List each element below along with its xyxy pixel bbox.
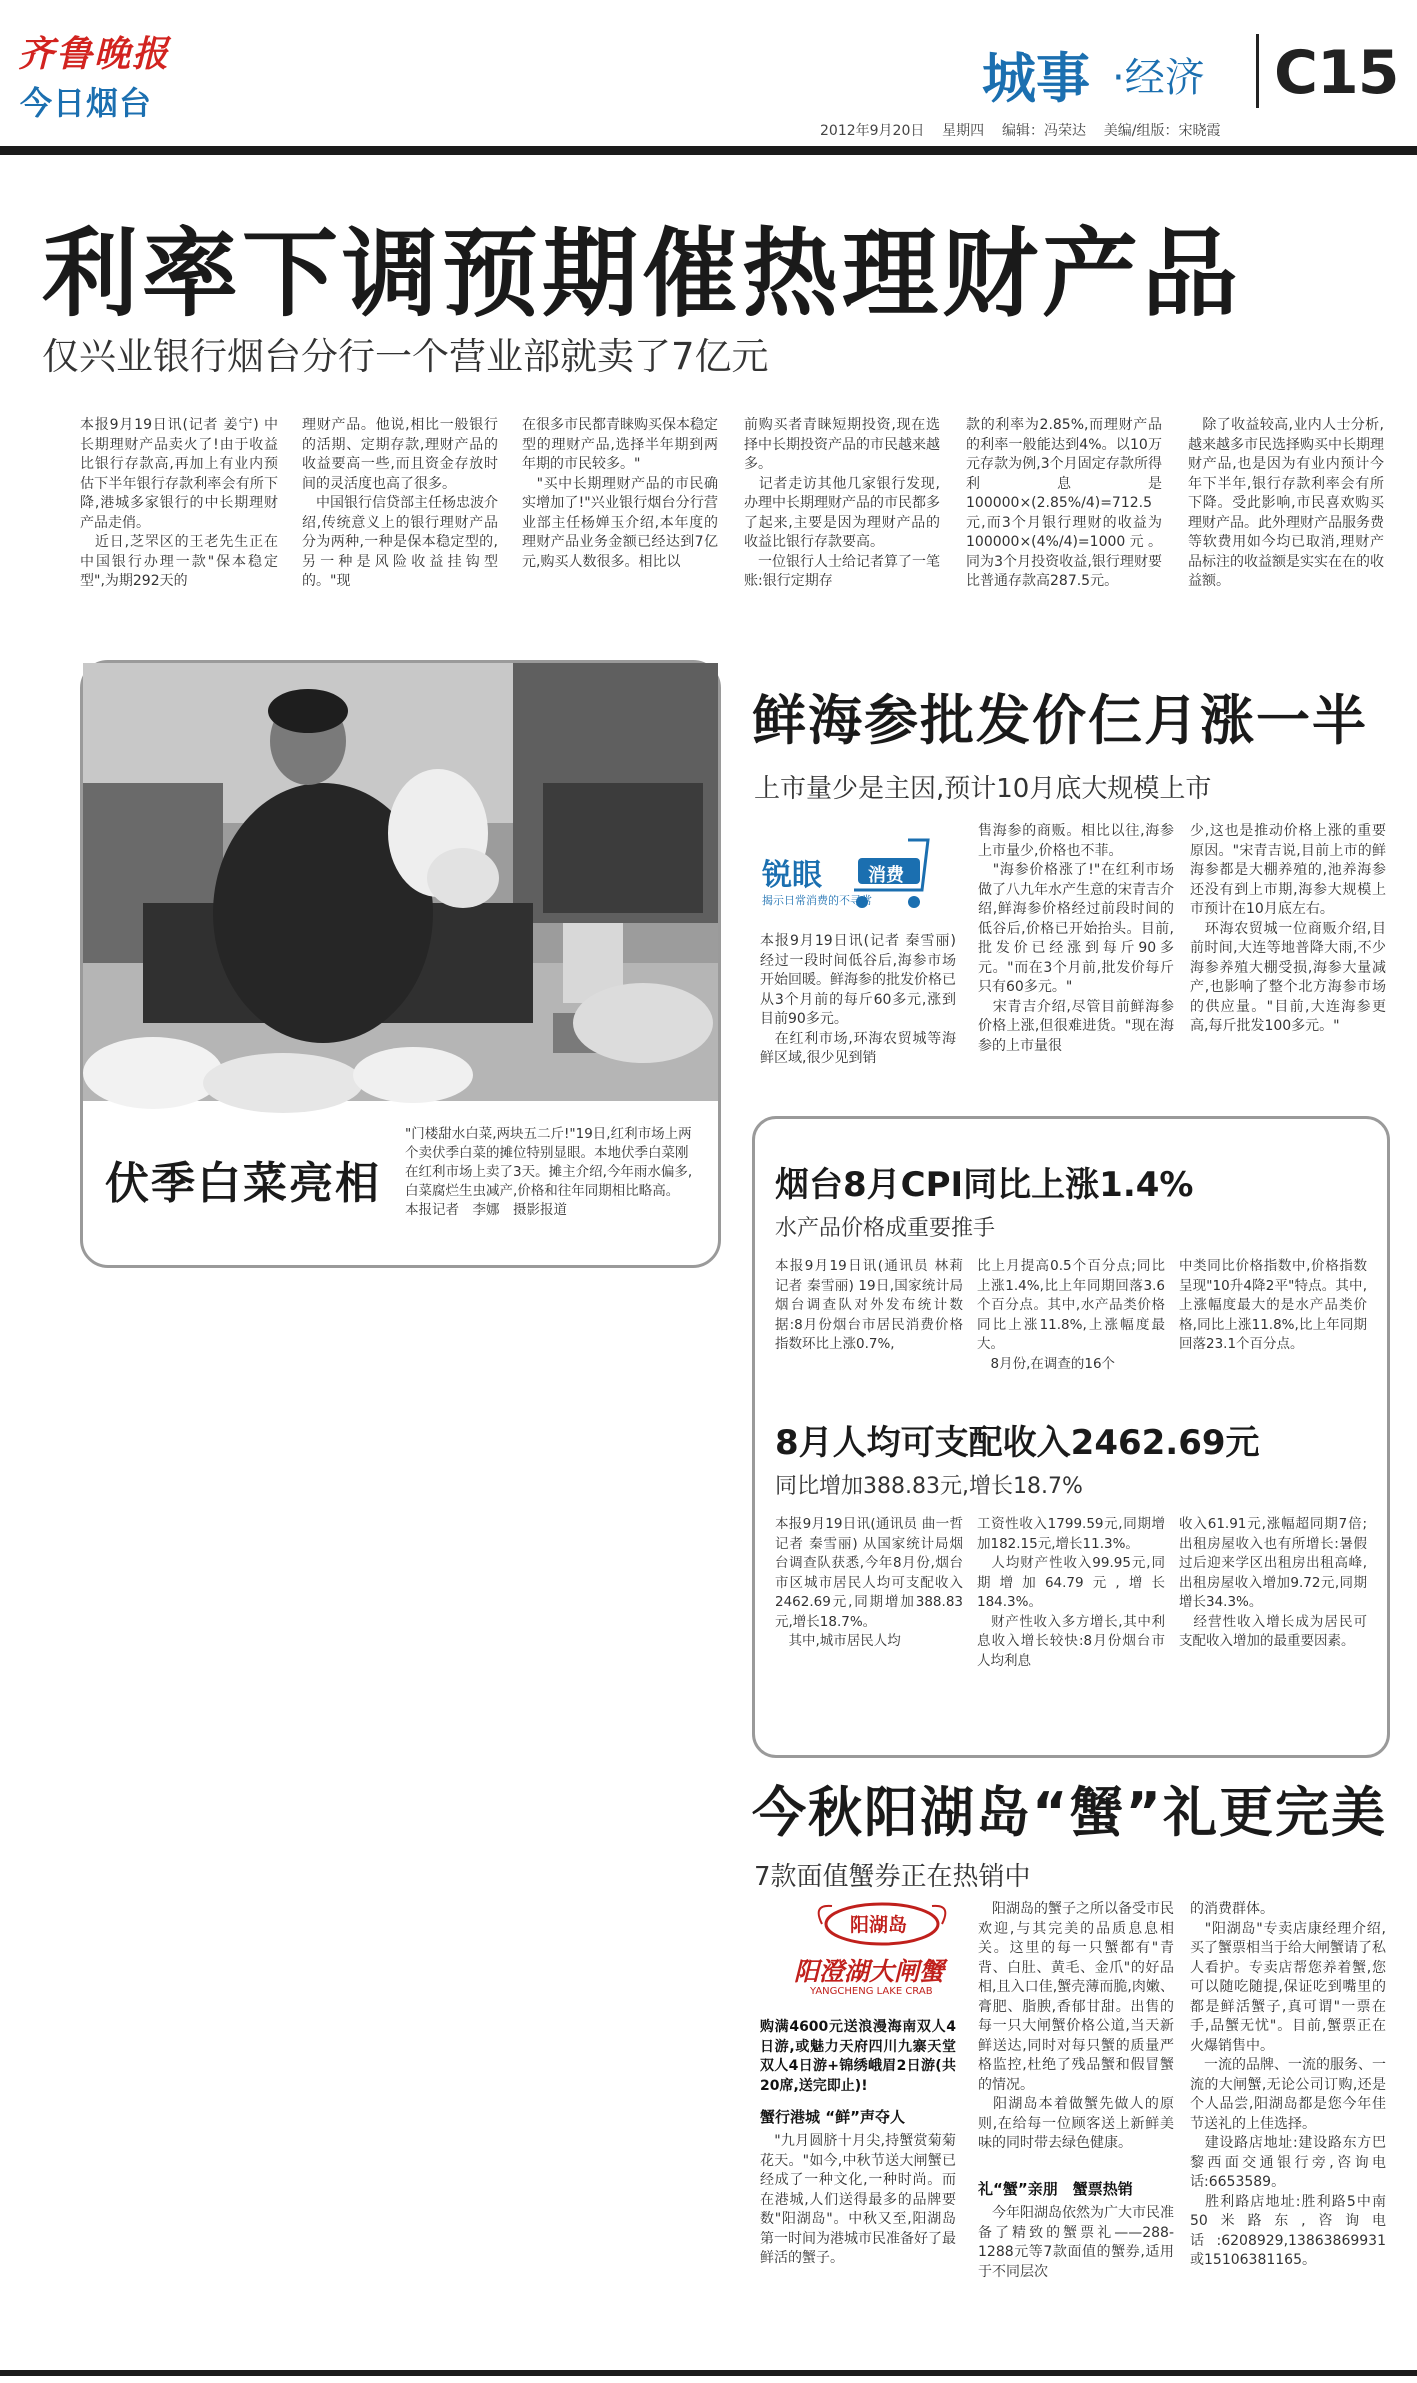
- income-column-2: 工资性收入1799.59元,同期增加182.15元,增长11.3%。 人均财产性收入99.95元,同期增加64.79元,增长184.3%。 财产性收入多方增长,其中利息收入增长较快:8月份烟台市人均利息: [977, 1516, 1165, 1669]
- income-subheadline: 同比增加388.83元,增长18.7%: [775, 1474, 1083, 1499]
- crab-section-heading-1: 蟹行港城 “鲜”声夺人: [760, 2108, 905, 2126]
- lead-column-3: 在很多市民都青睐购买保本稳定型的理财产品,选择半年期到两年期的市民较多。" "买中长期理财产品的市民确实增加了!"兴业银行烟台分行营业部主任杨婵玉介绍,本年度的理财产品业务金额已经达到7亿元,购买人数很多。相比以: [522, 417, 718, 570]
- dateline: 2012年9月20日 星期四 编辑：冯荣达 美编/组版：宋晓霞: [820, 123, 1221, 139]
- logo-tag-text: 消费: [868, 865, 904, 886]
- lead-column-5: 款的利率为2.85%,而理财产品的利率一般能达到4%。以10万元存款为例,3个月固定存款所得利息是100000×(2.85%/4)=712.5元,而3个月银行理财的收益为100000×(4%/4)=1000元。同为3个月投资收益,银行理财要比普通存款高287.5元。: [966, 417, 1162, 589]
- income-column-1: 本报9月19日讯(通讯员 曲一哲 记者 秦雪丽) 从国家统计局烟台调查队获悉,今年8月份,烟台市区城市居民人均可支配收入2462.69元,同期增加388.83元,增长18.7%。 其中,城市居民人均: [775, 1516, 963, 1649]
- cpi-headline: 烟台8月CPI同比上涨1.4%: [775, 1165, 1194, 1205]
- section-name: 城事: [982, 47, 1090, 110]
- lead-column-4: 前购买者青睐短期投资,现在选择中长期投资产品的市民越来越多。 记者走访其他几家银行发现,办理中长期理财产品的市民都多了起来,主要是因为理财产品的收益比银行存款要高。 一位银行人士给记者算了一笔账:银行定期存: [744, 417, 940, 589]
- crab-subheadline: 7款面值蟹券正在热销中: [754, 1862, 1031, 1892]
- sea-cucumber-column-2: 售海参的商贩。相比以往,海参上市量少,价格也不菲。 "海参价格涨了!"在红利市场做了八九年水产生意的宋青吉介绍,鲜海参价格经过前段时间的低谷后,价格已开始抬头。目前,批发价已经涨到每斤90多元。"而在3个月前,批发价每斤只有60多元。" 宋青吉介绍,尽管目前鲜海参价格上涨,但很难进货。"现在海参的上市量很: [978, 823, 1174, 1054]
- crab-column-2: 阳湖岛的蟹子之所以备受市民欢迎,与其完美的品质息息相关。这里的每一只蟹都有"青背、白肚、黄毛、金爪"的好品相,且入口佳,蟹壳薄而脆,肉嫩、膏肥、脂腴,香郁甘甜。出售的每一只大闸蟹价格公道,当天新鲜送达,同时对每只蟹的质量严格监控,杜绝了残品蟹和假冒蟹的情况。 阳湖岛本着做蟹先做人的原则,在给每一位顾客送上新鲜美味的同时带去绿色健康。: [978, 1901, 1174, 2151]
- crab-section-heading-2: 礼“蟹”亲朋 蟹票热销: [978, 2180, 1133, 2198]
- statistics-box: [752, 1116, 1390, 1758]
- crab-logo-top: 阳湖岛: [850, 1914, 908, 1936]
- lead-subheadline: 仅兴业银行烟台分行一个营业部就卖了7亿元: [42, 335, 769, 378]
- column-logo: [758, 828, 956, 920]
- cpi-column-1: 本报9月19日讯(通讯员 林莉 记者 秦雪丽) 19日,国家统计局烟台调查队对外发布统计数据:8月份烟台市居民消费价格指数环比上涨0.7%,: [775, 1258, 968, 1352]
- crab-logo-en: YANGCHENG LAKE CRAB: [810, 1986, 933, 1997]
- logo-main-text: 锐眼: [762, 858, 822, 893]
- crab-column-3: 的消费群体。 "阳湖岛"专卖店康经理介绍,买了蟹票相当于给大闸蟹请了私人看护。专卖店帮您养着蟹,您可以随吃随提,保证吃到嘴里的都是鲜活蟹子,真可谓"一票在手,品蟹无忧"。目前,蟹票正在火爆销售中。 一流的品牌、一流的服务、一流的大闸蟹,无论公司订购,还是个人品尝,阳湖岛都是您今年佳节送礼的上佳选择。 建设路店地址:建设路东方巴黎西面交通银行旁,咨询电话:6653589。 胜利路店地址:胜利路5中南50米路东,咨询电话:6208929,13863869931或15106381165。: [1190, 1901, 1386, 2268]
- lead-column-2: 理财产品。他说,相比一般银行的活期、定期存款,理财产品的收益要高一些,而且资金存放时间的灵活度也高了很多。 中国银行信贷部主任杨忠波介绍,传统意义上的银行理财产品分为两种,一种是保本稳定型的,另一种是风险收益挂钩型的。"现: [302, 417, 498, 589]
- photo-story-title: 伏季白菜亮相: [105, 1158, 381, 1209]
- sea-cucumber-column-3: 少,这也是推动价格上涨的重要原因。"宋青吉说,目前上市的鲜海参都是大棚养殖的,池养海参还没有到上市期,海参大规模上市预计在10月底左右。 环海农贸城一位商贩介绍,目前时间,大连等地普降大雨,不少海参养殖大棚受损,海参大量减产,也影响了整个北方海参市场的供应量。"目前,大连海参更高,每斤批发100多元。": [1190, 823, 1386, 1034]
- logo-slogan: 揭示日常消费的不寻常: [762, 894, 872, 907]
- crab-column-2b: 今年阳湖岛依然为广大市民准备了精致的蟹票礼——288-1288元等7款面值的蟹券,适用于不同层次: [978, 2205, 1174, 2280]
- newspaper-name: 齐鲁晚报: [18, 33, 171, 75]
- photo-illustration: [83, 663, 718, 1101]
- income-column-3: 收入61.91元,涨幅超同期7倍;出租房屋收入也有所增长:暑假过后迎来学区出租房出租高峰,出租房屋收入增加9.72元,同期增长34.3%。 经营性收入增长成为居民可支配收入增加的最重要因素。: [1179, 1516, 1367, 1649]
- cpi-subheadline: 水产品价格成重要推手: [775, 1216, 996, 1241]
- sea-cucumber-subheadline: 上市量少是主因,预计10月底大规模上市: [754, 774, 1212, 804]
- crab-brand-logo: [792, 1900, 972, 2008]
- cabbage-vendor-photo: [83, 663, 718, 1101]
- crab-headline: 今秋阳湖岛“蟹”礼更完美: [752, 1781, 1387, 1844]
- cpi-column-2: 比上月提高0.5个百分点;同比上涨1.4%,比上年同期回落3.6个百分点。其中,水产品类价格同比上涨11.8%,上涨幅度最大。 8月份,在调查的16个: [977, 1258, 1165, 1372]
- header-divider: [1256, 34, 1259, 108]
- crab-logo-brand: 阳澄湖大闸蟹: [794, 1957, 945, 1986]
- cpi-column-3: 中类同比价格指数中,价格指数呈现"10升4降2平"特点。其中,上涨幅度最大的是水产品类价格,同比上涨11.8%,比上年同期回落23.1个百分点。: [1179, 1258, 1367, 1352]
- header-rule: [0, 146, 1417, 155]
- lead-column-1: 本报9月19日讯(记者 姜宁) 中长期理财产品卖火了!由于收益比银行存款高,再加上有业内预估下半年银行存款利率会有所下降,港城多家银行的中长期理财产品走俏。 近日,芝罘区的王老先生正在中国银行办理一款"保本稳定型",为期292天的: [80, 417, 278, 589]
- photo-caption: "门楼甜水白菜,两块五二斤!"19日,红利市场上两个卖伏季白菜的摊位特别显眼。本地伏季白菜刚在红利市场上卖了3天。摊主介绍,今年雨水偏多,白菜腐烂生虫减产,价格和往年同期相比略高。 本报记者 李娜 摄影报道: [405, 1126, 693, 1218]
- footer-rule: [0, 2370, 1417, 2376]
- crab-column-1: "九月圆脐十月尖,持蟹赏菊菊花天。"如今,中秋节送大闸蟹已经成了一种文化,一种时尚。而在港城,人们送得最多的品牌要数"阳湖岛"。中秋又至,阳湖岛第一时间为港城市民准备好了最鲜活的蟹子。: [760, 2133, 956, 2266]
- lead-column-6: 除了收益较高,业内人士分析,越来越多市民选择购买中长期理财产品,也是因为有业内预计今年下半年,银行存款利率会有所下降。受此影响,市民喜欢购买理财产品。此外理财产品服务费等软费用如今均已取消,理财产品标注的收益额是实实在在的收益额。: [1188, 417, 1384, 589]
- lead-headline: 利率下调预期催热理财产品: [42, 218, 1242, 330]
- sea-cucumber-column-1: 本报9月19日讯(记者 秦雪丽) 经过一段时间低谷后,海参市场开始回暖。鲜海参的批发价格已从3个月前的每斤60多元,涨到目前90多元。 在红利市场,环海农贸城等海鲜区域,很少见到销: [760, 933, 956, 1066]
- photo-story-box: [80, 660, 721, 1268]
- sea-cucumber-headline: 鲜海参批发价仨月涨一半: [752, 689, 1368, 752]
- crab-promo: 购满4600元送浪漫海南双人4日游,或魅力天府四川九寨天堂双人4日游+锦绣峨眉2日游(共20席,送完即止)!: [760, 2019, 956, 2094]
- section-subname: ·经济: [1112, 55, 1205, 101]
- page-number: C15: [1274, 38, 1399, 108]
- edition-name: 今日烟台: [20, 84, 153, 122]
- income-headline: 8月人均可支配收入2462.69元: [775, 1423, 1260, 1463]
